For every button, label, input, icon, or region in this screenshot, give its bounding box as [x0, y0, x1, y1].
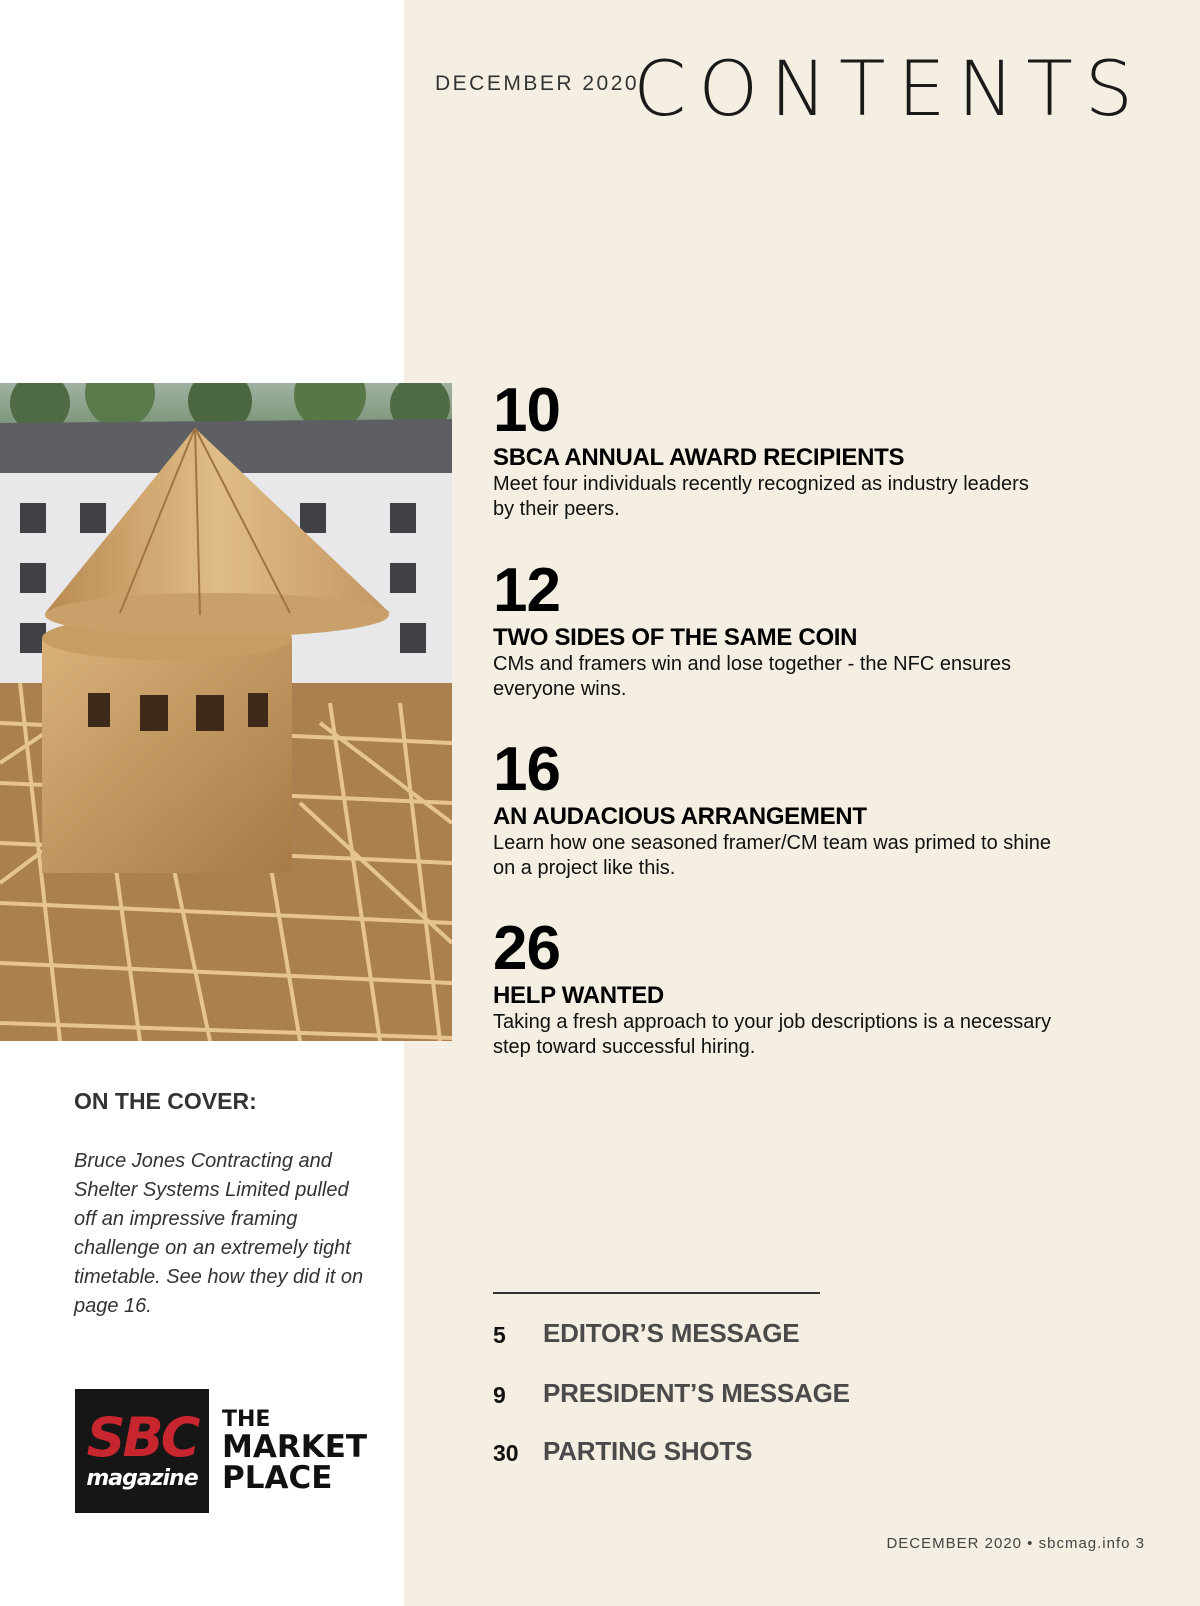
feature-title[interactable]: SBCA ANNUAL AWARD RECIPIENTS — [493, 444, 905, 471]
department-item[interactable] — [493, 1378, 1013, 1412]
feature-description: Meet four individuals recently recognized as industry leaders by their peers. — [493, 473, 1029, 520]
department-label[interactable]: EDITOR’S MESSAGE — [543, 1318, 800, 1348]
feature-item[interactable] — [493, 914, 1113, 1060]
feature-item[interactable] — [493, 735, 1113, 881]
wordmark-line-2: MARKET — [222, 1429, 368, 1465]
department-page-number: 5 — [493, 1322, 506, 1348]
feature-title[interactable]: AN AUDACIOUS ARRANGEMENT — [493, 803, 867, 830]
divider — [493, 1292, 820, 1294]
department-page-number: 9 — [493, 1382, 506, 1408]
logo-magazine-text: magazine — [86, 1466, 198, 1491]
page-footer: DECEMBER 2020 • sbcmag.info 3 — [886, 1535, 1145, 1552]
sbc-magazine-logo — [75, 1389, 209, 1513]
issue-date: DECEMBER 2020 — [435, 72, 640, 95]
feature-description: Learn how one seasoned framer/CM team was primed to shine on a project like this. — [493, 832, 1052, 879]
feature-description: CMs and framers win and lose together - the NFC ensures everyone wins. — [493, 653, 1011, 700]
department-item[interactable] — [493, 1436, 1013, 1470]
wordmark-line-3: PLACE — [222, 1460, 333, 1496]
feature-page-number: 10 — [493, 376, 560, 445]
department-label[interactable]: PARTING SHOTS — [543, 1436, 753, 1466]
cover-photo — [0, 383, 452, 1041]
logo-sbc-text: SBC — [86, 1406, 198, 1469]
feature-title[interactable]: HELP WANTED — [493, 982, 664, 1009]
department-label[interactable]: PRESIDENT’S MESSAGE — [543, 1378, 850, 1408]
feature-item[interactable] — [493, 376, 1113, 522]
feature-page-number: 16 — [493, 735, 560, 804]
department-page-number: 30 — [493, 1440, 519, 1466]
department-item[interactable] — [493, 1318, 1013, 1352]
feature-page-number: 12 — [493, 556, 560, 625]
feature-description: Taking a fresh approach to your job descriptions is a necessary step toward successful hiring. — [493, 1011, 1052, 1058]
feature-item[interactable] — [493, 556, 1113, 702]
cover-description: Bruce Jones Contracting and Shelter Systems Limited pulled off an impressive framing challenge on an extremely tight timetable. See how they did it on page 16. — [74, 1150, 364, 1317]
feature-page-number: 26 — [493, 914, 560, 983]
cover-heading: ON THE COVER: — [74, 1088, 257, 1114]
market-place-wordmark — [222, 1408, 367, 1494]
feature-title[interactable]: TWO SIDES OF THE SAME COIN — [493, 624, 858, 651]
page-title: CONTENTS — [633, 44, 1145, 133]
wordmark-line-1: THE — [222, 1407, 271, 1432]
